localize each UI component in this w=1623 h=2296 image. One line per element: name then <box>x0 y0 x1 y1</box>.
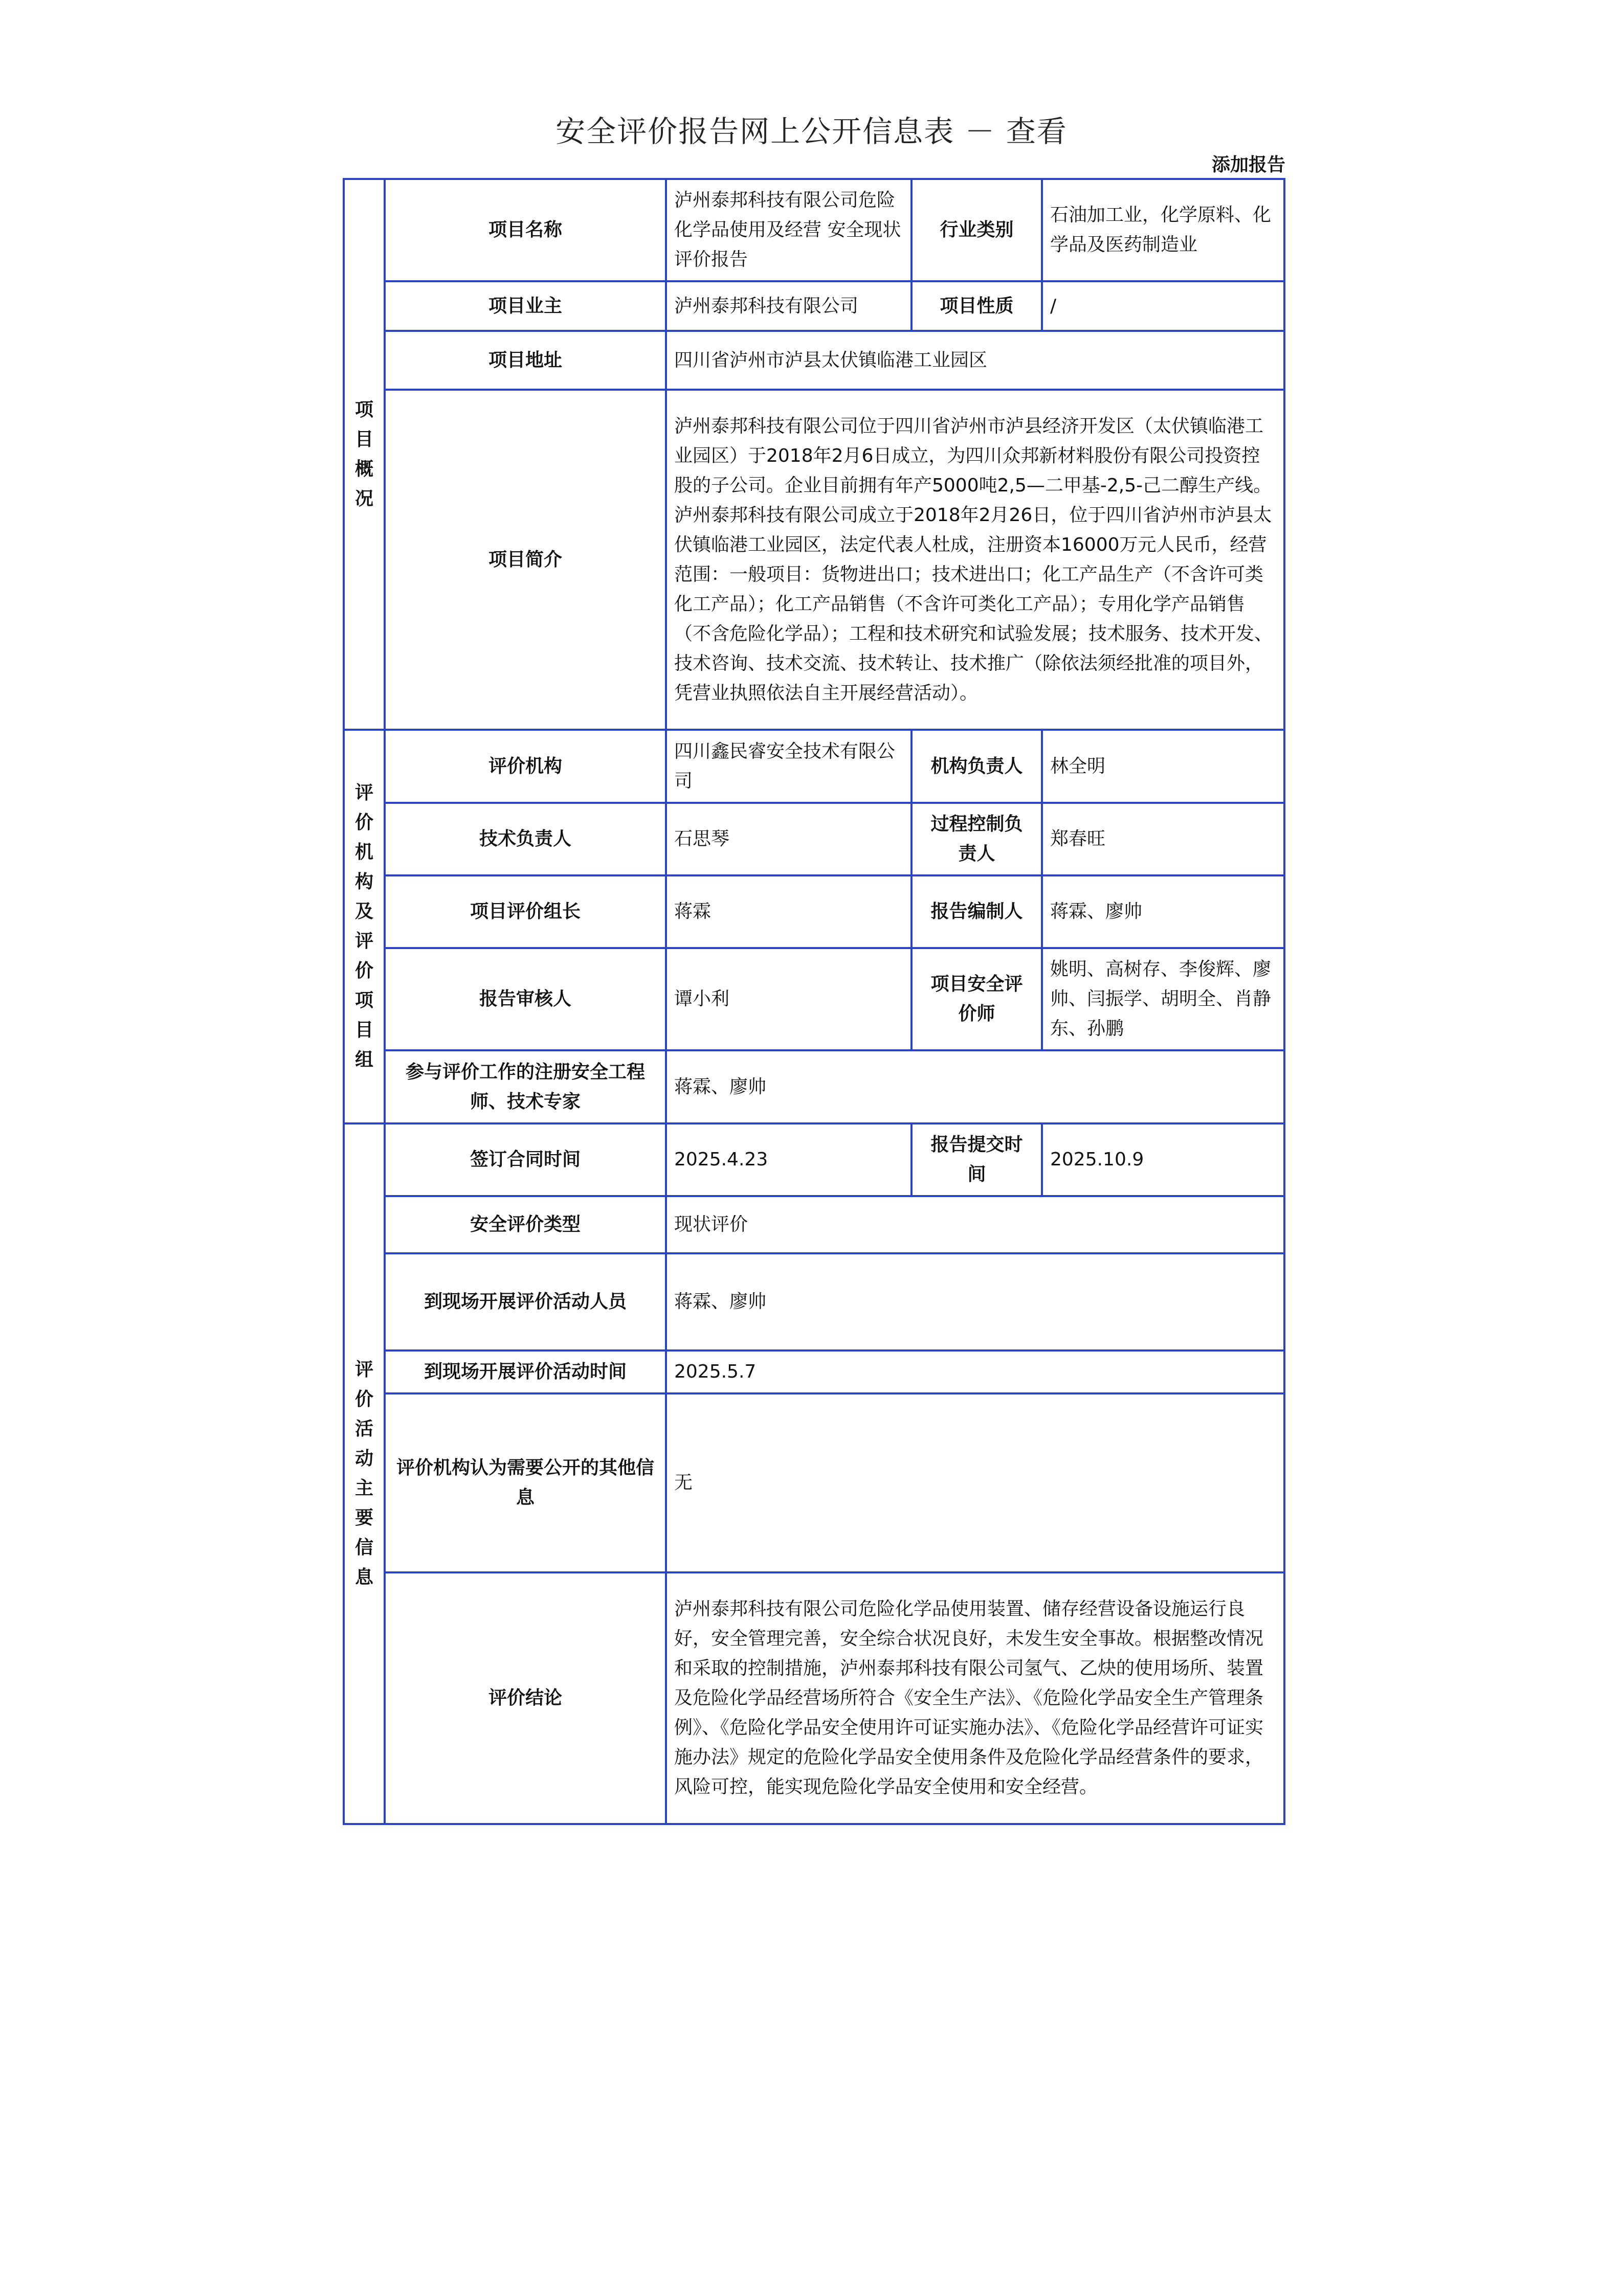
value-experts: 蒋霖、廖帅 <box>666 1050 1284 1123</box>
value-safety-assessor: 姚明、高树存、李俊辉、廖 帅、闫振学、胡明全、肖静东、孙鹏 <box>1042 948 1284 1050</box>
label-project-address: 项目地址 <box>385 331 666 390</box>
info-table <box>343 178 1285 1825</box>
value-contract-time: 2025.4.23 <box>666 1123 911 1196</box>
value-org-head: 林全明 <box>1042 730 1284 803</box>
label-onsite-time: 到现场开展评价活动时间 <box>385 1350 666 1393</box>
label-contract-time: 签订合同时间 <box>385 1123 666 1196</box>
label-process-lead: 过程控制负责人 <box>911 803 1042 875</box>
row-conclusion <box>344 1572 1284 1824</box>
value-project-name: 泸州泰邦科技有限公司危险化学品使用及经营 安全现状评价报告 <box>666 179 911 281</box>
section-overview: 项目概况 <box>344 179 385 730</box>
row-onsite-people <box>344 1253 1284 1350</box>
row-contract-time <box>344 1123 1284 1196</box>
value-conclusion: 泸州泰邦科技有限公司危险化学品使用装置、储存经营设备设施运行良好，安全管理完善，安全综合状况良好，未发生安全事故。根据整改情况和采取的控制措施，泸州泰邦科技有限公司氢气、乙炔的使用场所、装置及危险化学品经营场所符合《安全生产法》、《危险化学品安全生产管理条例》、《危险化学品安全使用许可证实施办法》、《危险化学品经营许可证实施办法》规定的危险化学品安全使用条件及危险化学品经营条件的要求，风险可控，能实现危险化学品安全使用和安全经营。 <box>666 1572 1284 1824</box>
add-report-link[interactable]: 添加报告 <box>1211 154 1285 175</box>
value-onsite-time: 2025.5.7 <box>666 1350 1284 1393</box>
label-other-info: 评价机构认为需要公开的其他信息 <box>385 1393 666 1572</box>
label-safety-assessor: 项目安全评价师 <box>911 948 1042 1050</box>
value-project-nature: / <box>1042 281 1284 331</box>
value-report-writer: 蒋霖、廖帅 <box>1042 875 1284 948</box>
row-other-info <box>344 1393 1284 1572</box>
label-org-head: 机构负责人 <box>911 730 1042 803</box>
label-project-nature: 项目性质 <box>911 281 1042 331</box>
label-eval-type: 安全评价类型 <box>385 1196 666 1253</box>
value-project-owner: 泸州泰邦科技有限公司 <box>666 281 911 331</box>
row-onsite-time <box>344 1350 1284 1393</box>
row-experts <box>344 1050 1284 1123</box>
value-industry: 石油加工业，化学原料、化学品及医药制造业 <box>1042 179 1284 281</box>
label-team-leader: 项目评价组长 <box>385 875 666 948</box>
row-eval-type <box>344 1196 1284 1253</box>
label-conclusion: 评价结论 <box>385 1572 666 1824</box>
row-tech-lead <box>344 803 1284 875</box>
row-project-owner <box>344 281 1284 331</box>
label-report-writer: 报告编制人 <box>911 875 1042 948</box>
value-tech-lead: 石思琴 <box>666 803 911 875</box>
label-project-owner: 项目业主 <box>385 281 666 331</box>
value-process-lead: 郑春旺 <box>1042 803 1284 875</box>
label-project-intro: 项目简介 <box>385 390 666 730</box>
value-project-address: 四川省泸州市泸县太伏镇临港工业园区 <box>666 331 1284 390</box>
row-report-reviewer <box>344 948 1284 1050</box>
row-project-address <box>344 331 1284 390</box>
label-project-name: 项目名称 <box>385 179 666 281</box>
label-report-reviewer: 报告审核人 <box>385 948 666 1050</box>
row-team-leader <box>344 875 1284 948</box>
label-onsite-people: 到现场开展评价活动人员 <box>385 1253 666 1350</box>
value-other-info: 无 <box>666 1393 1284 1572</box>
value-report-reviewer: 谭小利 <box>666 948 911 1050</box>
value-project-intro: 泸州泰邦科技有限公司位于四川省泸州市泸县经济开发区（太伏镇临港工业园区）于2018年2月6日成立，为四川众邦新材料股份有限公司投资控股的子公司。企业目前拥有年产5000吨2,5—二甲基-2,5-己二醇生产线。泸州泰邦科技有限公司成立于2018年2月26日，位于四川省泸州市泸县太伏镇临港工业园区，法定代表人杜成，注册资本16000万元人民币，经营范围：一般项目：货物进出口；技术进出口；化工产品生产（不含许可类化工产品）；化工产品销售（不含许可类化工产品）；专用化学产品销售（不含危险化学品）；工程和技术研究和试验发展；技术服务、技术开发、技术咨询、技术交流、技术转让、技术推广（除依法须经批准的项目外，凭营业执照依法自主开展经营活动）。 <box>666 390 1284 730</box>
label-experts: 参与评价工作的注册安全工程师、技术专家 <box>385 1050 666 1123</box>
page-title: 安全评价报告网上公开信息表 － 查看 <box>555 114 1068 149</box>
section-team: 评价机构及评价项目组 <box>344 730 385 1123</box>
label-tech-lead: 技术负责人 <box>385 803 666 875</box>
value-team-leader: 蒋霖 <box>666 875 911 948</box>
label-industry: 行业类别 <box>911 179 1042 281</box>
value-submit-time: 2025.10.9 <box>1042 1123 1284 1196</box>
section-activity: 评价活动主要信息 <box>344 1123 385 1824</box>
label-eval-org: 评价机构 <box>385 730 666 803</box>
value-eval-type: 现状评价 <box>666 1196 1284 1253</box>
value-onsite-people: 蒋霖、廖帅 <box>666 1253 1284 1350</box>
label-submit-time: 报告提交时间 <box>911 1123 1042 1196</box>
value-eval-org: 四川鑫民睿安全技术有限公司 <box>666 730 911 803</box>
row-project-intro <box>344 390 1284 730</box>
row-eval-org <box>344 730 1284 803</box>
row-project-name <box>344 179 1284 281</box>
